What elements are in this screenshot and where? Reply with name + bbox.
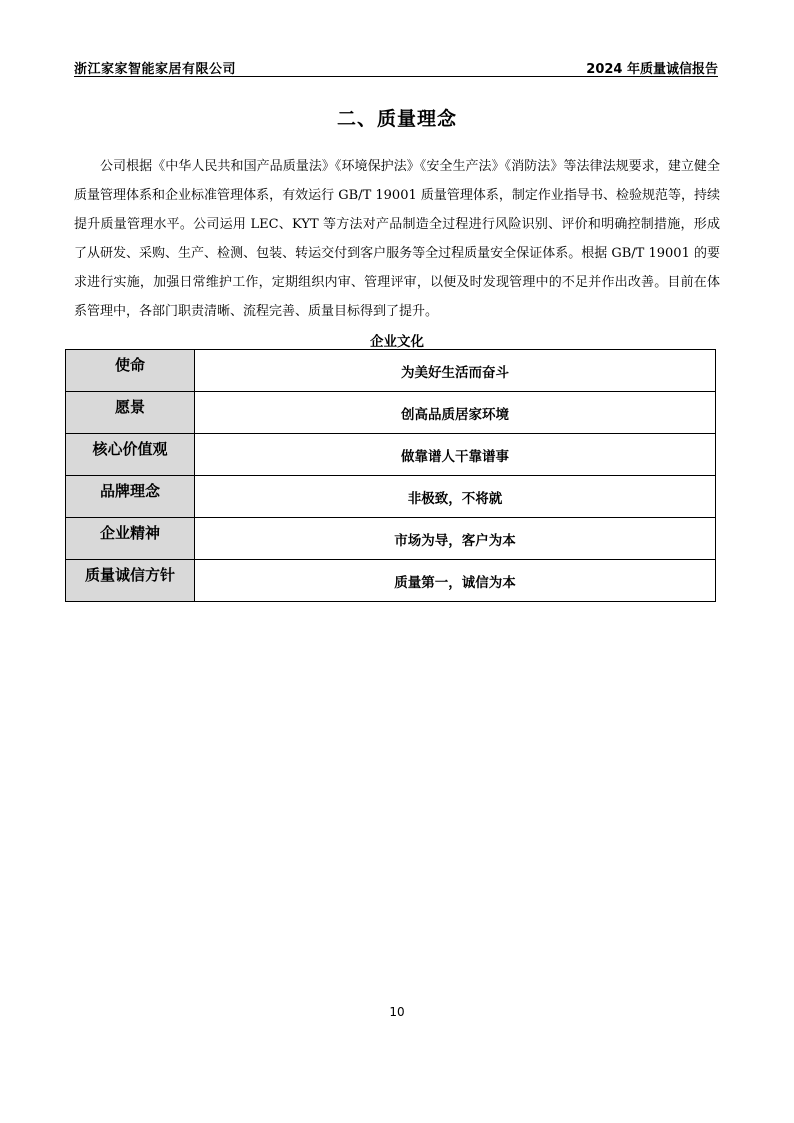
row-key: 核心价值观 (66, 434, 195, 476)
report-title: 2024 年质量诚信报告 (586, 62, 718, 77)
company-name: 浙江家家智能家居有限公司 (74, 62, 237, 77)
row-value: 为美好生活而奋斗 (195, 350, 716, 392)
section-title: 二、质量理念 (336, 108, 457, 130)
row-key: 愿景 (66, 392, 195, 434)
body-paragraph-container (74, 152, 720, 326)
page-header (74, 56, 718, 77)
table-row (66, 434, 716, 476)
row-key: 质量诚信方针 (66, 560, 195, 602)
row-value: 质量第一，诚信为本 (195, 560, 716, 602)
table-row (66, 518, 716, 560)
row-key: 企业精神 (66, 518, 195, 560)
row-key: 品牌理念 (66, 476, 195, 518)
corporate-culture-table (65, 349, 716, 602)
row-value: 做靠谱人干靠谱事 (195, 434, 716, 476)
body-paragraph: 公司根据《中华人民共和国产品质量法》《环境保护法》《安全生产法》《消防法》等法律法规要求，建立健全质量管理体系和企业标准管理体系，有效运行 GB/T 19001 质量管理体系，制定作业指导书、检验规范等，持续提升质量管理水平。公司运用 LEC、KYT 等方法对产品制造全过程进行风险识别、评价和明确控制措施，形成了从研发、采购、生产、检测、包装、转运交付到客户服务等全过程质量安全保证体系。根据 GB/T 19001 的要求进行实施，加强日常维护工作，定期组织内审、管理评审，以便及时发现管理中的不足并作出改善。目前在体系管理中，各部门职责清晰、流程完善、质量目标得到了提升。 (74, 159, 720, 319)
table-row (66, 476, 716, 518)
table-caption: 企业文化 (370, 334, 424, 350)
table-row (66, 350, 716, 392)
table-row (66, 560, 716, 602)
table-row (66, 392, 716, 434)
row-value: 创高品质居家环境 (195, 392, 716, 434)
page-number: 10 (389, 1005, 405, 1019)
row-key: 使命 (66, 350, 195, 392)
row-value: 市场为导，客户为本 (195, 518, 716, 560)
row-value: 非极致，不将就 (195, 476, 716, 518)
